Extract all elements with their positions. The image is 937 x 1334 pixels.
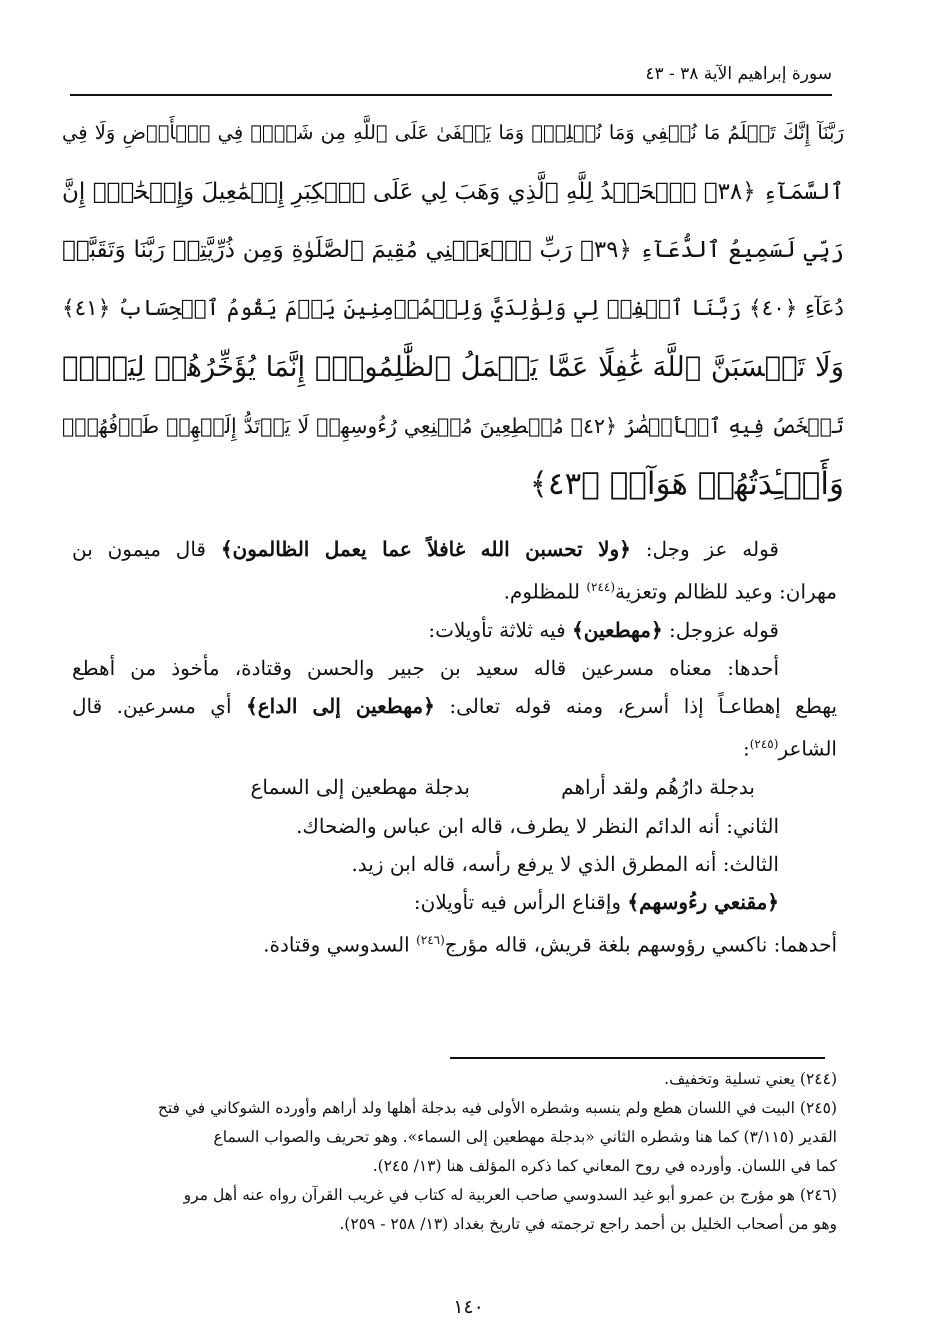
text-run: السدوسي وقتادة. bbox=[263, 932, 417, 957]
footnote: (٢٤٦) هو مؤرج بن عمرو أبو غيد السدوسي صاحب العربية له كتاب في غريب القرآن رواه عنه أهل مرو bbox=[183, 1186, 837, 1204]
header-title: سورة إبراهيم الآية ٣٨ - ٤٣ bbox=[645, 64, 832, 84]
quran-quote: ﴿مهطعين إلى الداع﴾ bbox=[246, 693, 435, 718]
footnote-continuation: وهو من أصحاب الخليل بن أحمد راجع ترجمته في تاريخ بغداد (١٣/ ٢٥٨ - ٢٥٩). bbox=[339, 1215, 837, 1233]
text-run: قوله عزوجل: bbox=[662, 617, 779, 642]
verse-line: ٱلسَّمَآءِ ﴿٣٨﴾ ٱلۡحَمۡدُ لِلَّهِ ٱلَّذِي وَهَبَ لِي عَلَى ٱلۡكِبَرِ إِسۡمَٰعِيلَ وَإِسۡحَٰقَۚ إِنَّ bbox=[62, 178, 844, 205]
page-number: ١٤٠ bbox=[453, 1296, 484, 1318]
commentary-paragraph bbox=[72, 568, 837, 611]
verse-line: رَبَّنَآ إِنَّكَ تَعۡلَمُ مَا نُخۡفِي وَمَا نُعۡلِنُۗ وَمَا يَخۡفَىٰ عَلَى ٱللَّهِ مِن شَيۡءٖ فِي ٱلۡأَرۡضِ وَلَا فِي bbox=[62, 121, 844, 144]
verse-line: رَبِّي لَسَمِيعُ ٱلدُّعَآءِ ﴿٣٩﴾ رَبِّ ٱجۡعَلۡنِي مُقِيمَ ٱلصَّلَوٰةِ وَمِن ذُرِّيَّتِيۚ رَبَّنَا وَتَقَبَّلۡ bbox=[62, 237, 844, 263]
quran-quote: ﴿ولا تحسبن الله غافلاً عما يعمل الظالمون﴾ bbox=[220, 537, 631, 561]
commentary-paragraph bbox=[72, 725, 837, 768]
footnote-ref: (٢٤٤) bbox=[586, 580, 616, 594]
text-run: قال ميمون بن bbox=[72, 537, 221, 561]
text-run: : bbox=[742, 736, 750, 761]
text-run: وإقناع الرأس فيه تأويلان: bbox=[413, 890, 628, 915]
text-run: للمظلوم. bbox=[503, 579, 587, 604]
poem-hemistich-first: بدجلة دارُهُم ولقد أراهم bbox=[561, 775, 755, 800]
text-run: الشاعر bbox=[778, 736, 837, 761]
commentary-paragraph: أحدها: معناه مسرعين قاله سعيد بن جبير والحسن وقتادة، مأخوذ من أهطع bbox=[72, 655, 779, 680]
footnote-continuation: كما في اللسان. وأورده في روح المعاني كما ذكره المؤلف هنا (١٣/ ٢٤٥). bbox=[372, 1157, 837, 1175]
text-run: أي مسرعين. قال bbox=[72, 693, 247, 718]
poem-hemistich-second: بدجلة مهطعين إلى السماع bbox=[250, 775, 470, 800]
quran-quote: ﴿مهطعين﴾ bbox=[572, 617, 663, 642]
footnote-rule bbox=[450, 1057, 825, 1059]
commentary-paragraph bbox=[72, 687, 837, 725]
quran-quote: ﴿مقنعي رءُوسهم﴾ bbox=[627, 890, 779, 915]
text-run: يهطع إهطاعـاً إذا أسرع، ومنه قوله تعالى: bbox=[434, 693, 838, 718]
commentary-paragraph bbox=[72, 883, 837, 921]
text-run: فيه ثلاثة تأويلات: bbox=[428, 617, 572, 642]
commentary-paragraph bbox=[72, 921, 837, 964]
quran-verses-block bbox=[62, 104, 844, 514]
commentary-paragraph bbox=[72, 530, 837, 568]
footnote-ref: (٢٤٥) bbox=[749, 736, 779, 751]
verse-line: تَشۡخَصُ فِيهِ ٱلۡأَبۡصَٰرُ ﴿٤٢﴾ مُهۡطِعِينَ مُقۡنِعِي رُءُوسِهِمۡ لَا يَرۡتَدُّ إِلَيۡهِمۡ طَرۡفُهُمۡۖ bbox=[62, 413, 844, 438]
footnote-ref: (٢٤٦) bbox=[416, 933, 445, 948]
verse-line: وَلَا تَحۡسَبَنَّ ٱللَّهَ غَٰفِلًا عَمَّا يَعۡمَلُ ٱلظَّٰلِمُونَۚ إِنَّمَا يُؤَخِّرُهُمۡ لِيَوۡمٖ bbox=[62, 351, 844, 383]
verse-line: وَأَفۡـِٔدَتُهُمۡ هَوَآءٞ ﴿٤٣﴾ bbox=[529, 466, 844, 502]
header-rule bbox=[70, 94, 832, 96]
footnote-continuation: القدير (٣/١١٥) كما هنا وشطره الثاني «بدجلة مهطعين إلى السماء». وهو تحريف والصواب السماع bbox=[213, 1128, 837, 1146]
footnote: (٢٤٤) يعني تسلية وتخفيف. bbox=[664, 1070, 837, 1088]
verse-line: دُعَآءِ ﴿٤٠﴾ رَبَّنَا ٱغۡفِرۡ لِي وَلِوَٰلِدَيَّ وَلِلۡمُؤۡمِنِينَ يَوۡمَ يَقُومُ ٱلۡحِسَابُ ﴿٤١﴾ bbox=[62, 295, 844, 321]
text-run: مهران: وعيد للظالم وتعزية bbox=[615, 579, 837, 604]
commentary-paragraph bbox=[72, 611, 837, 649]
footnotes-block bbox=[72, 1065, 837, 1239]
text-run: قوله عز وجل: bbox=[630, 537, 779, 561]
poem-verse bbox=[72, 767, 837, 807]
text-run: أحدهما: ناكسي رؤوسهم بلغة قريش، قاله مؤرج bbox=[444, 932, 837, 957]
commentary-body bbox=[72, 530, 837, 964]
commentary-paragraph: الثالث: أنه المطرق الذي لا يرفع رأسه، قاله ابن زيد. bbox=[351, 852, 779, 877]
running-header bbox=[70, 58, 832, 96]
footnote: (٢٤٥) البيت في اللسان هطع ولم ينسبه وشطره الأولى فيه بدجلة أهلها ولد أراهم وأورده الشوكاني في فتح bbox=[157, 1099, 837, 1117]
commentary-paragraph: الثاني: أنه الدائم النظر لا يطرف، قاله ابن عباس والضحاك. bbox=[296, 814, 779, 839]
